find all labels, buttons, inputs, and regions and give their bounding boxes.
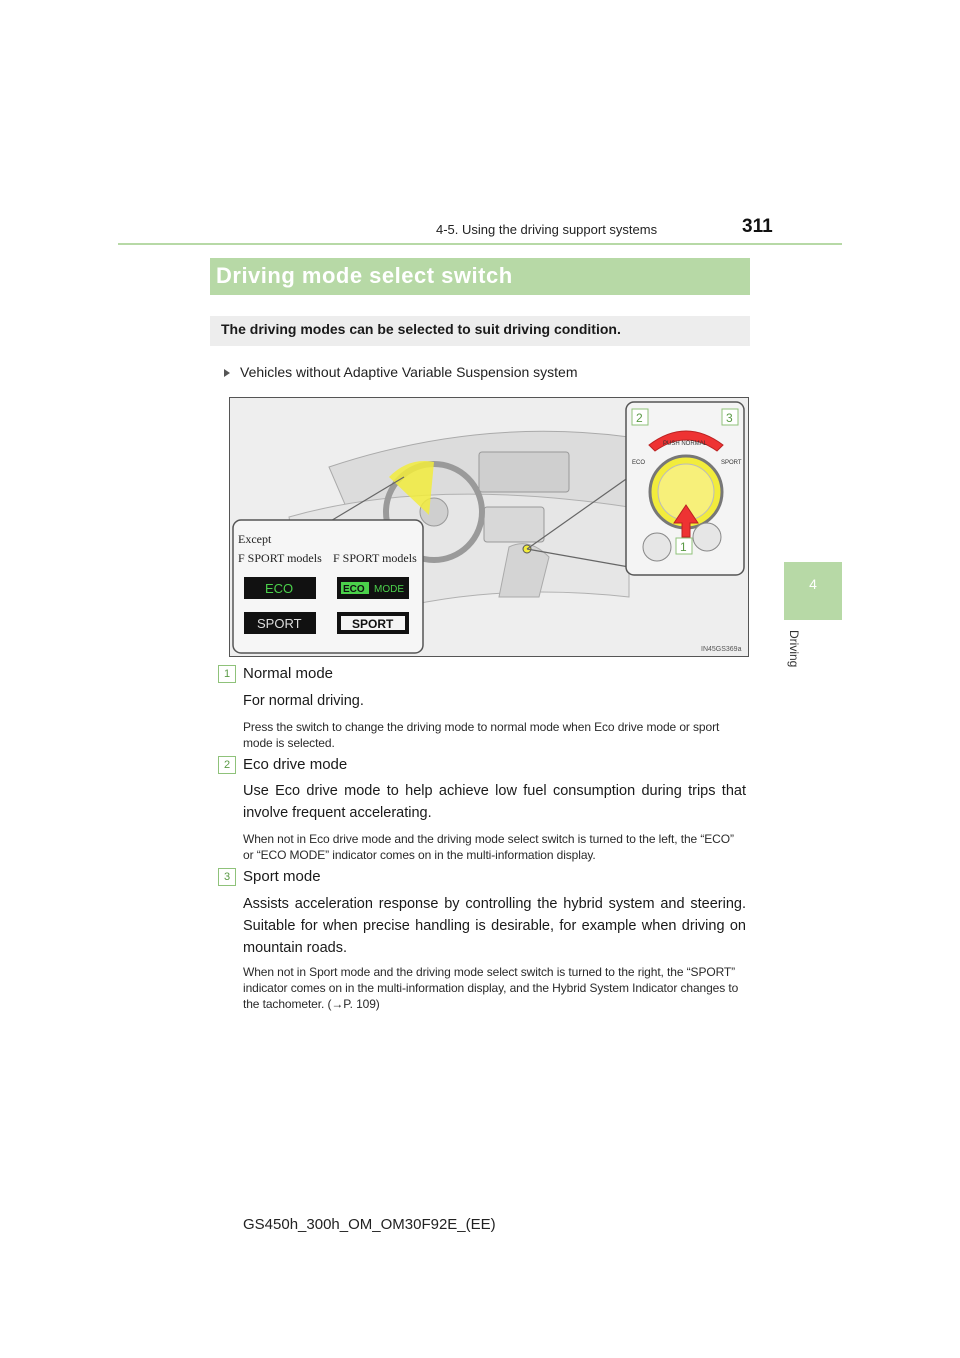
item-2-number: 2 (218, 756, 236, 774)
callout-2: 2 (636, 411, 643, 425)
item-3-body: Assists acceleration response by controlling the hybrid system and steering. Suitable for when precise handling is desirable, for example when driving on mountain roads. (243, 896, 746, 956)
item-3-number: 3 (218, 868, 236, 886)
intro-text: The driving modes can be selected to suit driving condition. (221, 321, 621, 337)
bullet-item (224, 364, 578, 380)
section-title: Driving mode select switch (216, 263, 513, 288)
item-3-title: Sport mode (243, 868, 321, 885)
indicator-sport: SPORT (257, 616, 302, 631)
dashboard-illustration (229, 397, 749, 657)
bullet-text: Vehicles without Adaptive Variable Suspension system (240, 364, 578, 380)
item-2-title: Eco drive mode (243, 756, 348, 773)
switch-label-eco: ECO (632, 460, 646, 466)
item-1-body: For normal driving. (243, 693, 364, 709)
item-2-body: Use Eco drive mode to help achieve low fuel consumption during trips that involve frequent accelerating. (243, 783, 746, 821)
callout-3: 3 (726, 411, 733, 425)
indicator-fsport-mode: MODE (374, 584, 404, 595)
item-1-number: 1 (218, 665, 236, 683)
switch-label-sport: SPORT (721, 460, 742, 466)
item-2-note: When not in Eco drive mode and the driving mode select switch is turned to the left, the “ECO” or “ECO MODE” indicator comes on in the multi-information display. (243, 832, 734, 862)
header-rule (118, 243, 842, 245)
item-1-note: Press the switch to change the driving mode to normal mode when Eco drive mode or sport mode is selected. (243, 720, 720, 750)
switch-label-push-normal: PUSH NORMAL (663, 441, 708, 447)
figure-code: IN45GS369a (701, 646, 742, 653)
item-3-note: When not in Sport mode and the driving mode select switch is turned to the right, the “SPORT” indicator comes on in the multi-information display, and the Hybrid System Indicator changes to the tachometer. (→P. 109) (243, 965, 739, 1011)
chapter-tab-number: 4 (809, 576, 817, 592)
figure-illustration (229, 397, 749, 657)
inset-col2-header: F SPORT models (333, 551, 417, 565)
triangle-bullet-icon (224, 369, 230, 377)
indicator-eco: ECO (265, 581, 294, 596)
page-number: 311 (742, 216, 773, 237)
inset-except-label: Except (238, 532, 272, 546)
footer-document-code: GS450h_300h_OM_OM30F92E_(EE) (243, 1216, 496, 1233)
section-reference: 4-5. Using the driving support systems (436, 222, 658, 237)
indicator-fsport-eco: ECO (343, 584, 365, 595)
indicator-fsport-sport: SPORT (352, 617, 394, 631)
callout-1: 1 (680, 540, 687, 554)
chapter-tab-label: Driving (787, 630, 801, 668)
item-1-title: Normal mode (243, 665, 334, 682)
inset-col1-header: F SPORT models (238, 551, 322, 565)
